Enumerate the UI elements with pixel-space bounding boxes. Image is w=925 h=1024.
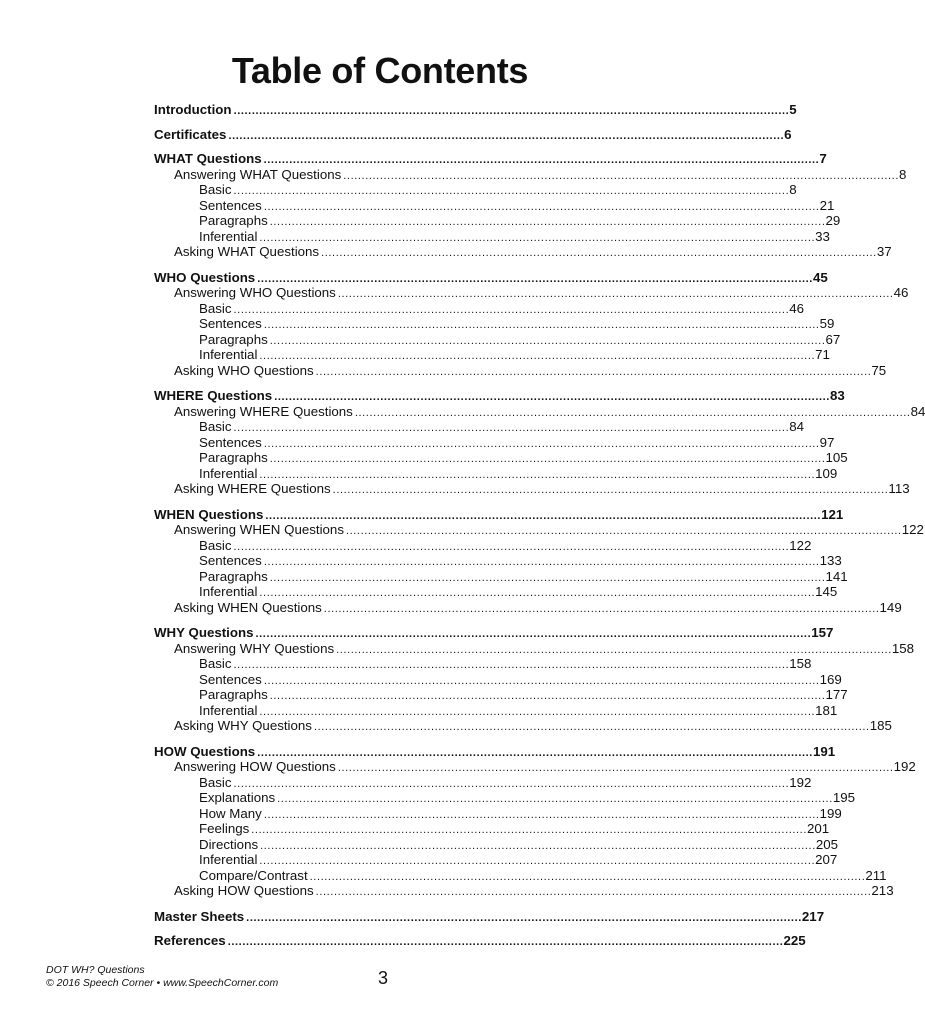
dot-leader: ........................................................................................................................................................ xyxy=(263,674,820,687)
toc-entry[interactable] xyxy=(154,671,842,688)
footer-book-title: DOT WH? Questions xyxy=(46,964,145,976)
toc-entry-page: 201 xyxy=(807,821,830,836)
toc-entry-page: 67 xyxy=(825,331,841,347)
dot-leader: ........................................................................................................................................................ xyxy=(228,129,785,142)
dot-leader: ........................................................................................................................................................ xyxy=(343,169,899,182)
toc-entry-page: 29 xyxy=(825,213,841,228)
toc-entry[interactable] xyxy=(154,197,835,214)
toc-entry-page: 6 xyxy=(784,126,792,142)
toc-entry-page: 225 xyxy=(783,933,806,948)
toc-entry-label: Basic xyxy=(199,774,232,790)
toc-entry[interactable] xyxy=(154,362,887,379)
toc-entry[interactable] xyxy=(154,743,836,760)
dot-leader: ........................................................................................................................................................ xyxy=(313,721,870,733)
toc-entry-label: Sentences xyxy=(199,671,262,687)
toc-entry-page: 169 xyxy=(819,671,842,687)
toc-entry[interactable] xyxy=(154,269,828,286)
page-number: 3 xyxy=(378,968,389,988)
dot-leader: ........................................................................................................................................................ xyxy=(259,468,816,481)
toc-entry-page: 217 xyxy=(801,908,825,924)
toc-entry-page: 181 xyxy=(815,702,838,718)
dot-leader: ........................................................................................................................................................ xyxy=(263,556,820,568)
toc-entry-label: Paragraphs xyxy=(199,450,268,465)
toc-group-when xyxy=(154,506,924,616)
toc-entry-label: Master Sheets xyxy=(154,908,245,924)
toc-entry[interactable] xyxy=(154,553,842,569)
toc-entry-page: 192 xyxy=(789,774,812,790)
toc-entry-label: Inferential xyxy=(199,584,258,599)
dot-leader: ........................................................................................................................................................ xyxy=(263,154,820,166)
toc-entry-page: 195 xyxy=(832,790,856,805)
toc-entry-label: Paragraphs xyxy=(199,568,268,584)
toc-entry-label: WHERE Questions xyxy=(154,388,273,403)
toc-entry-page: 8 xyxy=(899,166,907,182)
toc-entry-label: Basic xyxy=(199,419,232,434)
dot-leader: ........................................................................................................................................................ xyxy=(263,437,820,450)
toc-entry-page: 71 xyxy=(815,347,830,362)
toc-entry-page: 59 xyxy=(819,316,835,331)
toc-entry-label: Basic xyxy=(199,182,232,197)
toc-group-where xyxy=(154,388,925,497)
toc-entry-page: 141 xyxy=(825,568,848,584)
dot-leader: ........................................................................................................................................................ xyxy=(269,690,826,702)
toc-entry-page: 213 xyxy=(871,883,894,898)
dot-leader: ........................................................................................................................................................ xyxy=(259,855,816,867)
toc-entry-label: Asking WHEN Questions xyxy=(174,599,322,615)
dot-leader: ........................................................................................................................................................ xyxy=(337,288,894,300)
toc-entry[interactable] xyxy=(154,316,835,332)
toc-entry[interactable] xyxy=(154,182,797,198)
dot-leader: ........................................................................................................................................................ xyxy=(233,422,790,434)
toc-entry-label: Inferential xyxy=(199,465,258,481)
toc-entry[interactable] xyxy=(154,506,844,523)
dot-leader: ........................................................................................................................................................ xyxy=(354,406,911,419)
toc-entry-page: 105 xyxy=(825,450,848,465)
toc-entry[interactable] xyxy=(154,568,848,585)
toc-entry[interactable] xyxy=(154,213,841,229)
toc-entry-page: 84 xyxy=(910,403,925,419)
dot-leader: ........................................................................................................................................................ xyxy=(259,705,816,718)
dot-leader: ........................................................................................................................................................ xyxy=(257,272,813,285)
toc-entry[interactable] xyxy=(154,465,838,482)
dot-leader: ........................................................................................................................................................ xyxy=(233,659,790,671)
toc-entry-page: 8 xyxy=(789,182,797,197)
toc-entry-label: Inferential xyxy=(199,852,258,867)
toc-entry-label: Basic xyxy=(199,656,232,671)
dot-leader: ........................................................................................................................................................ xyxy=(233,185,790,197)
toc-entry-page: 122 xyxy=(789,537,812,553)
toc-entry-label: References xyxy=(154,933,226,948)
toc-group-certificates xyxy=(154,126,792,143)
dot-leader: ........................................................................................................................................................ xyxy=(251,824,807,836)
toc-entry-page: 5 xyxy=(789,102,797,117)
toc-group-introduction xyxy=(154,102,797,118)
toc-entry-label: Inferential xyxy=(199,228,258,244)
toc-entry[interactable] xyxy=(154,867,887,884)
toc-entry-label: Answering WHERE Questions xyxy=(174,403,353,419)
toc-entry[interactable] xyxy=(154,933,806,949)
toc-entry-page: 21 xyxy=(819,197,835,213)
toc-entry[interactable] xyxy=(154,599,902,616)
dot-leader: ........................................................................................................................................................ xyxy=(332,484,889,496)
toc-entry-label: Sentences xyxy=(199,197,262,213)
toc-entry-label: WHY Questions xyxy=(154,625,254,640)
toc-entry-label: Asking WHY Questions xyxy=(174,718,312,733)
toc-entry-page: 149 xyxy=(879,599,902,615)
dot-leader: ........................................................................................................................................................ xyxy=(323,602,880,615)
dot-leader: ........................................................................................................................................................ xyxy=(233,303,790,316)
toc-entry-page: 211 xyxy=(865,867,887,883)
dot-leader: ........................................................................................................................................................ xyxy=(260,839,816,852)
toc-entry[interactable] xyxy=(154,640,915,657)
toc-entry-label: Asking HOW Questions xyxy=(174,883,314,898)
toc-entry-page: 191 xyxy=(812,743,836,759)
toc-entry-page: 46 xyxy=(789,300,805,316)
toc-group-how xyxy=(154,743,916,899)
toc-entry[interactable] xyxy=(154,537,812,554)
dot-leader: ........................................................................................................................................................ xyxy=(274,391,830,403)
toc-entry[interactable] xyxy=(154,852,838,868)
toc-entry-label: Answering HOW Questions xyxy=(174,759,336,774)
toc-entry[interactable] xyxy=(154,403,925,420)
toc-entry-label: WHO Questions xyxy=(154,269,256,285)
dot-leader: ........................................................................................................................................................ xyxy=(269,216,826,228)
toc-entry-label: HOW Questions xyxy=(154,743,256,759)
toc-entry[interactable] xyxy=(154,102,797,118)
toc-entry-label: Sentences xyxy=(199,316,262,331)
toc-entry-page: 192 xyxy=(893,759,916,774)
toc-entry-page: 45 xyxy=(812,269,828,285)
toc-entry[interactable] xyxy=(154,228,830,245)
toc-entry-label: WHAT Questions xyxy=(154,151,262,166)
toc-entry[interactable] xyxy=(154,584,838,600)
dot-leader: ........................................................................................................................................................ xyxy=(277,793,833,805)
dot-leader: ........................................................................................................................................................ xyxy=(233,540,790,553)
dot-leader: ........................................................................................................................................................ xyxy=(315,365,872,378)
toc-entry[interactable] xyxy=(154,908,825,925)
toc-entry-page: 185 xyxy=(869,718,892,733)
toc-entry-label: Paragraphs xyxy=(199,213,268,228)
toc-entry[interactable] xyxy=(154,300,805,317)
dot-leader: ........................................................................................................................................................ xyxy=(227,936,784,948)
toc-entry-label: Inferential xyxy=(199,347,258,362)
toc-entry-label: Paragraphs xyxy=(199,687,268,702)
toc-entry-page: 75 xyxy=(871,362,887,378)
dot-leader: ........................................................................................................................................................ xyxy=(309,870,866,883)
toc-entry-label: Explanations xyxy=(199,790,276,805)
dot-leader: ........................................................................................................................................................ xyxy=(233,105,790,117)
toc-entry-page: 207 xyxy=(815,852,838,867)
toc-entry-label: Feelings xyxy=(199,821,250,836)
toc-entry[interactable] xyxy=(154,687,848,703)
dot-leader: ........................................................................................................................................................ xyxy=(263,319,820,331)
dot-leader: ........................................................................................................................................................ xyxy=(263,200,820,213)
dot-leader: ........................................................................................................................................................ xyxy=(259,231,816,244)
toc-group-who xyxy=(154,269,909,379)
toc-entry[interactable] xyxy=(154,481,910,497)
toc-entry-page: 122 xyxy=(901,522,924,537)
toc-entry-page: 37 xyxy=(876,244,892,259)
toc-entry-label: Sentences xyxy=(199,434,262,450)
toc-entry-label: Introduction xyxy=(154,102,232,117)
toc-entry-label: Asking WHO Questions xyxy=(174,362,314,378)
toc-entry-page: 83 xyxy=(829,388,845,403)
toc-entry-page: 121 xyxy=(821,506,844,522)
toc-entry[interactable] xyxy=(154,244,892,260)
toc-entry[interactable] xyxy=(154,805,842,822)
toc-entry[interactable] xyxy=(154,151,827,167)
toc-entry-label: Basic xyxy=(199,537,232,553)
dot-leader: ........................................................................................................................................................ xyxy=(259,350,816,362)
toc-entry-label: Answering WHO Questions xyxy=(174,285,336,300)
toc-entry[interactable] xyxy=(154,331,841,348)
dot-leader: ........................................................................................................................................................ xyxy=(255,628,812,640)
toc-entry-page: 158 xyxy=(789,656,812,671)
toc-entry[interactable] xyxy=(154,883,894,899)
page-title: Table of Contents xyxy=(231,50,529,91)
toc-entry-page: 84 xyxy=(789,419,805,434)
toc-entry[interactable] xyxy=(154,388,845,404)
toc-entry[interactable] xyxy=(154,450,848,466)
toc-entry-page: 46 xyxy=(893,285,909,300)
toc-entry-page: 97 xyxy=(819,434,835,450)
toc-entry-label: Basic xyxy=(199,300,232,316)
dot-leader: ........................................................................................................................................................ xyxy=(269,571,826,584)
dot-leader: ........................................................................................................................................................ xyxy=(269,334,826,347)
dot-leader: ........................................................................................................................................................ xyxy=(337,762,894,774)
toc-entry-page: 199 xyxy=(819,805,842,821)
dot-leader: ........................................................................................................................................................ xyxy=(315,886,872,898)
toc-entry-page: 205 xyxy=(815,836,839,852)
toc-entry-label: Inferential xyxy=(199,702,258,718)
dot-leader: ........................................................................................................................................................ xyxy=(345,525,902,537)
footer-credit xyxy=(46,964,278,990)
table-of-contents xyxy=(154,102,925,958)
dot-leader: ........................................................................................................................................................ xyxy=(263,808,820,821)
toc-entry-label: Directions xyxy=(199,836,259,852)
toc-entry[interactable] xyxy=(154,774,812,791)
dot-leader: ........................................................................................................................................................ xyxy=(321,247,877,259)
toc-group-references xyxy=(154,933,806,949)
toc-entry-page: 145 xyxy=(815,584,838,599)
toc-entry-label: Asking WHERE Questions xyxy=(174,481,331,496)
toc-entry[interactable] xyxy=(154,790,856,806)
toc-entry-label: Sentences xyxy=(199,553,262,568)
toc-entry-page: 7 xyxy=(819,151,827,166)
toc-entry[interactable] xyxy=(154,718,892,734)
toc-entry-page: 109 xyxy=(815,465,838,481)
toc-entry[interactable] xyxy=(154,625,834,641)
toc-entry[interactable] xyxy=(154,522,924,538)
toc-entry[interactable] xyxy=(154,419,805,435)
toc-entry[interactable] xyxy=(154,126,792,143)
toc-entry-label: Answering WHY Questions xyxy=(174,640,335,656)
toc-entry[interactable] xyxy=(154,166,907,183)
toc-entry-label: WHEN Questions xyxy=(154,506,264,522)
toc-entry-label: Certificates xyxy=(154,126,227,142)
toc-entry-page: 177 xyxy=(825,687,848,702)
dot-leader: ........................................................................................................................................................ xyxy=(257,746,813,759)
toc-entry[interactable] xyxy=(154,702,838,719)
dot-leader: ........................................................................................................................................................ xyxy=(246,911,802,924)
toc-group-why xyxy=(154,625,915,734)
toc-entry-label: How Many xyxy=(199,805,262,821)
toc-entry-label: Answering WHEN Questions xyxy=(174,522,344,537)
dot-leader: ........................................................................................................................................................ xyxy=(233,777,790,790)
toc-entry-page: 158 xyxy=(891,640,915,656)
toc-entry-page: 157 xyxy=(811,625,834,640)
dot-leader: ........................................................................................................................................................ xyxy=(336,643,892,656)
dot-leader: ........................................................................................................................................................ xyxy=(269,453,826,465)
toc-group-master-sheets xyxy=(154,908,825,925)
toc-entry-label: Answering WHAT Questions xyxy=(174,166,342,182)
toc-entry-page: 133 xyxy=(819,553,842,568)
toc-entry-label: Compare/Contrast xyxy=(199,867,308,883)
dot-leader: ........................................................................................................................................................ xyxy=(265,509,822,522)
toc-entry-page: 113 xyxy=(888,481,910,496)
toc-entry[interactable] xyxy=(154,759,916,775)
toc-group-what xyxy=(154,151,907,260)
toc-entry[interactable] xyxy=(154,821,830,837)
dot-leader: ........................................................................................................................................................ xyxy=(259,587,816,599)
toc-entry[interactable] xyxy=(154,285,909,301)
toc-entry-page: 33 xyxy=(815,228,830,244)
toc-entry[interactable] xyxy=(154,347,830,363)
toc-entry[interactable] xyxy=(154,836,839,853)
toc-entry-label: Asking WHAT Questions xyxy=(174,244,320,259)
toc-entry[interactable] xyxy=(154,434,835,451)
footer-copyright: © 2016 Speech Corner • www.SpeechCorner.com xyxy=(46,977,279,989)
toc-entry-label: Paragraphs xyxy=(199,331,268,347)
toc-entry[interactable] xyxy=(154,656,812,672)
